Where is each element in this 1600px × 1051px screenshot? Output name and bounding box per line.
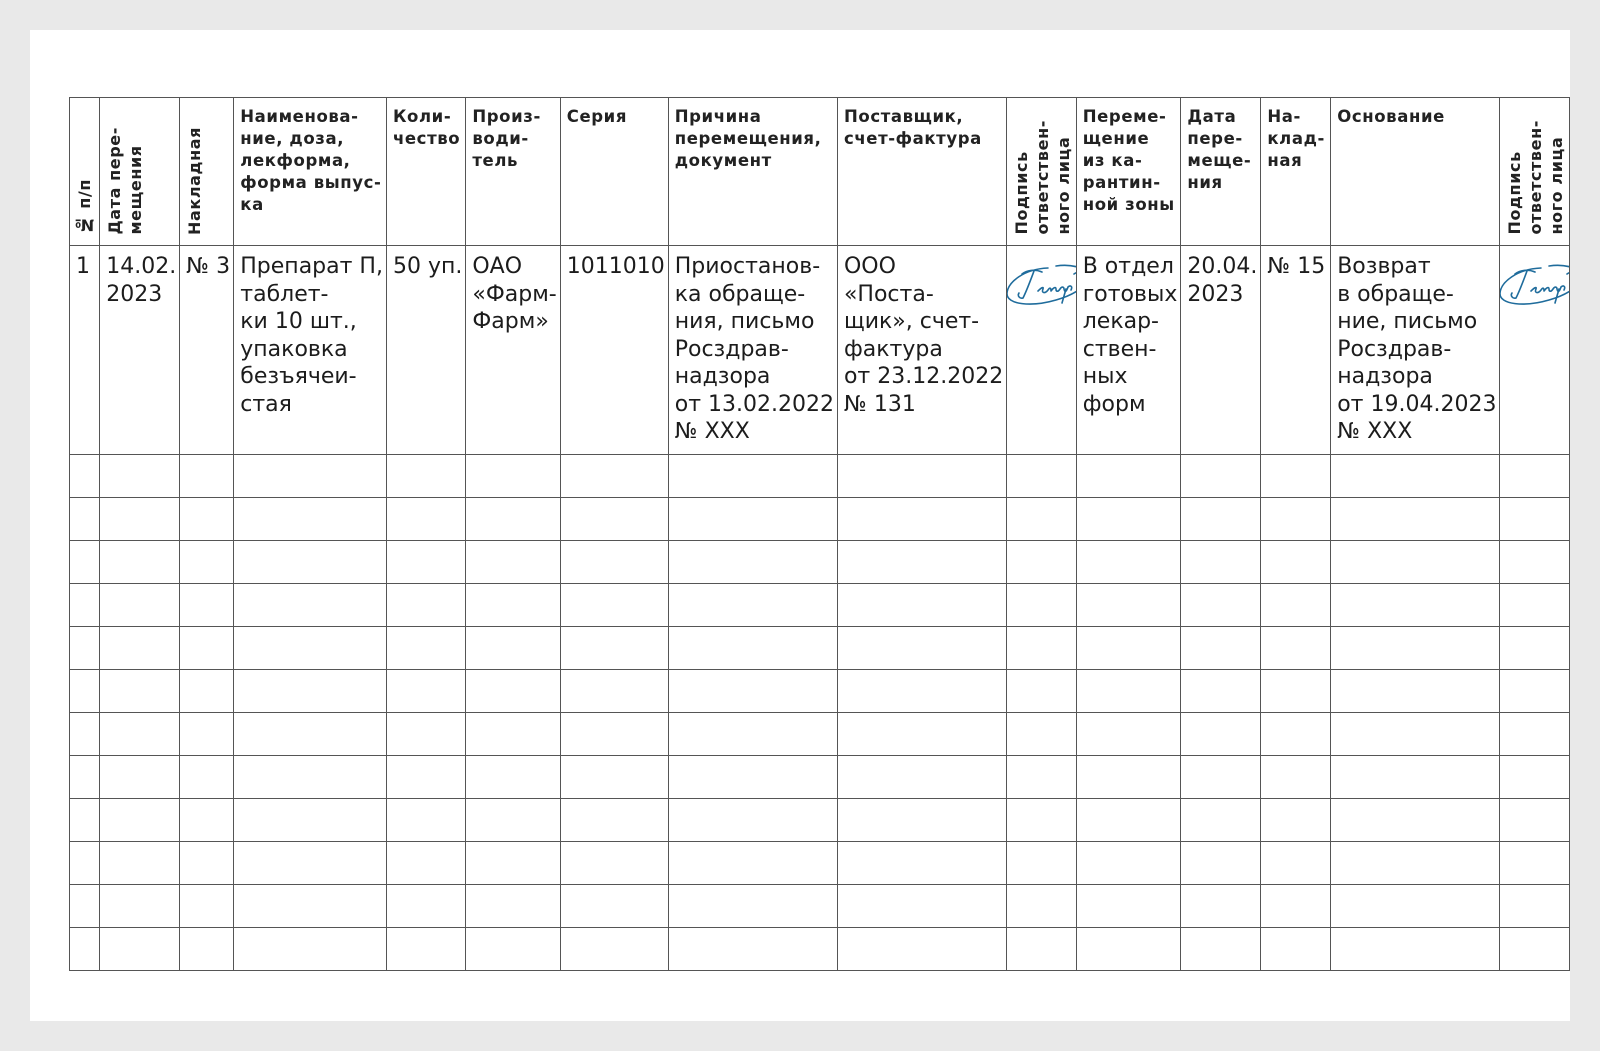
cell-sign2 [1500,246,1570,455]
cell-supplier [837,246,1006,455]
cell-sign1 [1007,246,1077,455]
cell-reason-text: Приостанов- ка обраще- ния, письмо Росздрав- надзора от 13.02.2022 № ХХХ [674,254,834,444]
header-sign1 [1007,98,1077,246]
cell-qty [386,246,465,455]
header-maker-text: Произ- води- тель [472,107,541,170]
cell-supplier-text: ООО «Поста- щик», счет- фактура от 23.12.2022 № 131 [843,254,1004,417]
cell-series [560,246,668,455]
header-invoice [180,98,234,246]
header-sign1-text: Подпись ответствен- ного лица [1012,120,1074,235]
document-page [30,30,1570,1021]
cell-reason [668,246,837,455]
cell-move-date2 [1181,246,1261,455]
table-row [70,455,1570,498]
header-series-text: Серия [566,107,628,126]
header-num [70,98,100,246]
table-row [70,670,1570,713]
cell-move-date [100,246,180,455]
header-supplier [837,98,1006,246]
table-row [70,713,1570,756]
table-row [70,498,1570,541]
table-row [70,627,1570,670]
header-row [70,98,1570,246]
header-supplier-text: Поставщик, счет-фактура [843,107,982,148]
header-move-date [100,98,180,246]
cell-name-text: Препарат П, таблет- ки 10 шт., упаковка безъячеи- стая [240,254,383,417]
header-qty-text: Коли- чество [392,107,461,148]
header-sign2-text: Подпись ответствен- ного лица [1505,120,1567,235]
table-row [70,246,1570,455]
cell-name [234,246,387,455]
header-maker [466,98,560,246]
header-invoice2-text: На- клад- ная [1267,107,1325,170]
table-row [70,584,1570,627]
header-reason-text: Причина перемещения, документ [674,107,822,170]
header-invoice-text: Накладная [185,126,205,235]
table-row [70,842,1570,885]
cell-series-text: 1011010 [566,254,665,279]
header-name [234,98,387,246]
cell-move-from-text: В отдел готовых лекар- ствен- ных форм [1082,254,1178,417]
cell-num [70,246,100,455]
cell-maker [466,246,560,455]
cell-move-date-text: 14.02. 2023 [106,254,177,307]
header-invoice2 [1261,98,1331,246]
table-row [70,756,1570,799]
header-move-date2 [1181,98,1261,246]
header-num-text: № п/п [75,179,94,235]
table-row [70,928,1570,971]
cell-move-from [1076,246,1181,455]
signature-icon [1007,260,1077,312]
header-sign2 [1500,98,1570,246]
cell-invoice [180,246,234,455]
signature-icon [1500,260,1570,312]
cell-qty-text: 50 уп. [392,254,463,279]
header-reason [668,98,837,246]
table-row [70,885,1570,928]
table-row [70,541,1570,584]
cell-num-text: 1 [76,254,90,279]
header-move-date-text: Дата пере- мещения [105,127,146,235]
header-move-date2-text: Дата пере- меще- ния [1187,107,1252,192]
cell-invoice2-text: № 15 [1267,254,1326,279]
header-series [560,98,668,246]
cell-maker-text: ОАО «Фарм- Фарм» [472,254,557,334]
cell-move-date2-text: 20.04. 2023 [1187,254,1258,307]
cell-invoice2 [1261,246,1331,455]
header-basis-text: Основание [1337,107,1445,126]
cell-invoice-text: № 3 [186,254,231,279]
cell-basis [1331,246,1500,455]
header-move-from [1076,98,1181,246]
transfer-journal-table [69,97,1570,971]
header-move-from-text: Переме- щение из ка- рантин- ной зоны [1082,107,1175,214]
table-row [70,799,1570,842]
header-name-text: Наименова- ние, доза, лекформа, форма выпус- ка [240,107,382,214]
cell-basis-text: Возврат в обраще- ние, письмо Росздрав- надзора от 19.04.2023 № ХХХ [1337,254,1497,444]
header-qty [386,98,465,246]
header-basis [1331,98,1500,246]
